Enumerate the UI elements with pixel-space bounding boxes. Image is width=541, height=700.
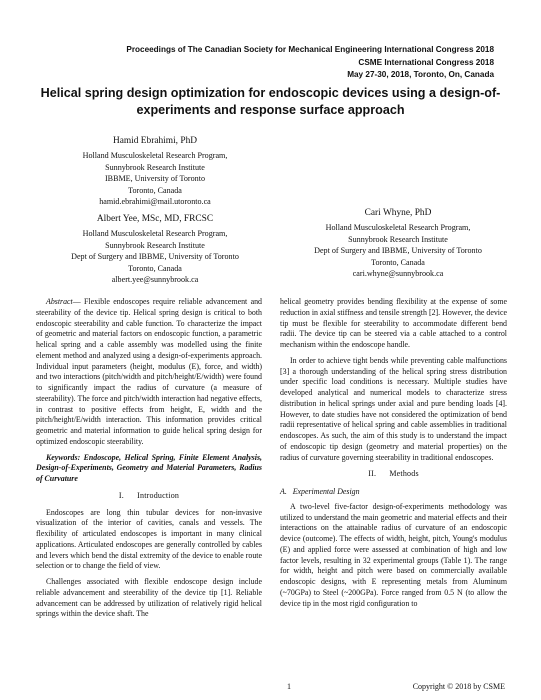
- author-name: Albert Yee, MSc, MD, FRCSC: [96, 214, 214, 224]
- body-paragraph-1: helical geometry provides bending flexibility at the expense of some reduction in axial stiffness and tensile strength [2]. However, the device tip must be flexible for steerability to accommodate different bend radii. The device tip can be steered via a cable attached to a control mechanism within the endoscope handle.: [280, 297, 507, 349]
- author-block-3: [283, 207, 513, 280]
- experimental-design-subheading: A. Experimental Design: [280, 487, 360, 496]
- copyright: Copyright © 2018 by CSME: [412, 682, 505, 691]
- conference-header: [126, 44, 494, 82]
- intro-paragraph-2: Challenges associated with flexible endoscope design include reliable advancement and steerability of the device tip [1]. Reliable advancement can be addressed by utilization of relatively rigid helical springs within the device shaft. The: [36, 577, 262, 619]
- paper-title: [20, 85, 521, 118]
- abstract-dash: —: [72, 297, 84, 306]
- conference-name: CSME International Congress 2018: [358, 57, 494, 67]
- author-affiliation: IBBME, University of Toronto: [104, 174, 205, 184]
- left-column: [36, 297, 262, 620]
- keywords-text: : Endoscope, Helical Spring, Finite Element Analysis, Design-of-Experiments, Geometry and Material Parameters, Radius of Curvature: [36, 452, 262, 483]
- author-affiliation: Dept of Surgery and IBBME, University of Toronto: [314, 246, 482, 256]
- author-email: hamid.ebrahimi@mail.utoronto.ca: [99, 197, 211, 207]
- author-affiliation: Sunnybrook Research Institute: [105, 240, 205, 250]
- author-name: Hamid Ebrahimi, PhD: [112, 136, 198, 146]
- title-line-2: experiments and response surface approach: [136, 102, 405, 117]
- intro-paragraph-1: Endoscopes are long thin tubular devices for non-invasive visualization of the interior of cavities, canals and vessels. The flexibility of articulated endoscopes is important in many clinical applications. Articulated endoscopes are generally controlled by cables and levers which bend the distal extremity of the device to enable route selection or to change the field of view.: [36, 507, 262, 571]
- right-column: [280, 297, 507, 609]
- author-affiliation: Holland Musculoskeletal Research Program,: [325, 223, 471, 232]
- body-paragraph-2: In order to achieve tight bends while preventing cable malfunctions [3] a thorough understanding of the helical spring stress distribution under specific load conditions is necessary. Multiple studies have developed analytical and numerical models to characterize stress distribution in helical springs under axial and pure bending loads [4]. However, to date studies have not considered the optimization of bend radii representative of helical spring and cable assemblies in traditional endoscopes. As such, the aim of this study is to understand the impact of endoscopic tip design (geometry and material properties) on the radius of curvature governing steerability in traditional endoscopes.: [280, 355, 507, 462]
- author-email: albert.yee@sunnybrook.ca: [111, 275, 199, 285]
- author-affiliation: Sunnybrook Research Institute: [105, 162, 205, 172]
- author-affiliation: Holland Musculoskeletal Research Program,: [82, 151, 228, 160]
- author-email: cari.whyne@sunnybrook.ca: [352, 269, 444, 279]
- author-block-1: [40, 135, 270, 208]
- author-block-2: [40, 213, 270, 286]
- keywords-label: Keywords: [46, 452, 78, 462]
- author-name: Cari Whyne, PhD: [364, 208, 432, 218]
- conference-proceedings: Proceedings of The Canadian Society for Mechanical Engineering International Congress 2018: [126, 45, 494, 54]
- title-line-1: Helical spring design optimization for endoscopic devices using a design-of-: [40, 86, 501, 100]
- conference-dates: May 27-30, 2018, Toronto, On, Canada: [347, 70, 494, 79]
- keywords: [36, 453, 262, 485]
- author-affiliation: Holland Musculoskeletal Research Program,: [82, 229, 228, 238]
- author-location: Toronto, Canada: [128, 263, 182, 273]
- introduction-heading: I. Introduction: [118, 490, 180, 500]
- author-location: Toronto, Canada: [128, 185, 182, 195]
- abstract: [36, 297, 262, 448]
- abstract-text: Flexible endoscopes require reliable advancement and steerability of the device tip. Helical spring design is critical to both endoscopic steerability and cable function. To characterize the impact of geometric and material factors on endoscopic function, a parametric helical spring and a cable assembly was modelled using the finite element method and analyzed using a design-of-experiments approach. Individual input parameters (height, modulus (E), force, and width) and two interactions (pitch/width and pitch/height/E/width) were found to significantly impact the radius of curvature (a measure of steerability). The force and pitch/width interaction had negative effects, in contrast to positive effects from height, E, width and the pitch/height/E/width interaction. This information provides critical geometric and material information to guide helical spring design for optimized endoscopic steerability.: [36, 297, 262, 446]
- body-paragraph-3: A two-level five-factor design-of-experiments methodology was utilized to understand the main geometric and material effects and their interactions on the attainable radius of curvature of an endoscopic device (outcome). The effects of width, height, pitch, Young's modulus (E) and applied force were assessed at combination of high and low factor levels, resulting in 32 experimental groups (Table 1). The range for width, height and pitch were based on commercially available endoscopic designs, with E representing metals from Aluminum (~70GPa) to Steel (~200GPa). Force ranged from 0.5 N (to allow the device tip in the most rigid configuration to: [280, 501, 507, 608]
- abstract-label: Abstract: [46, 297, 73, 306]
- author-location: Toronto, Canada: [371, 257, 425, 267]
- methods-heading: II. Methods: [368, 469, 419, 479]
- author-affiliation: Sunnybrook Research Institute: [348, 234, 448, 244]
- author-affiliation: Dept of Surgery and IBBME, University of Toronto: [71, 252, 239, 262]
- page-number: 1: [287, 682, 291, 691]
